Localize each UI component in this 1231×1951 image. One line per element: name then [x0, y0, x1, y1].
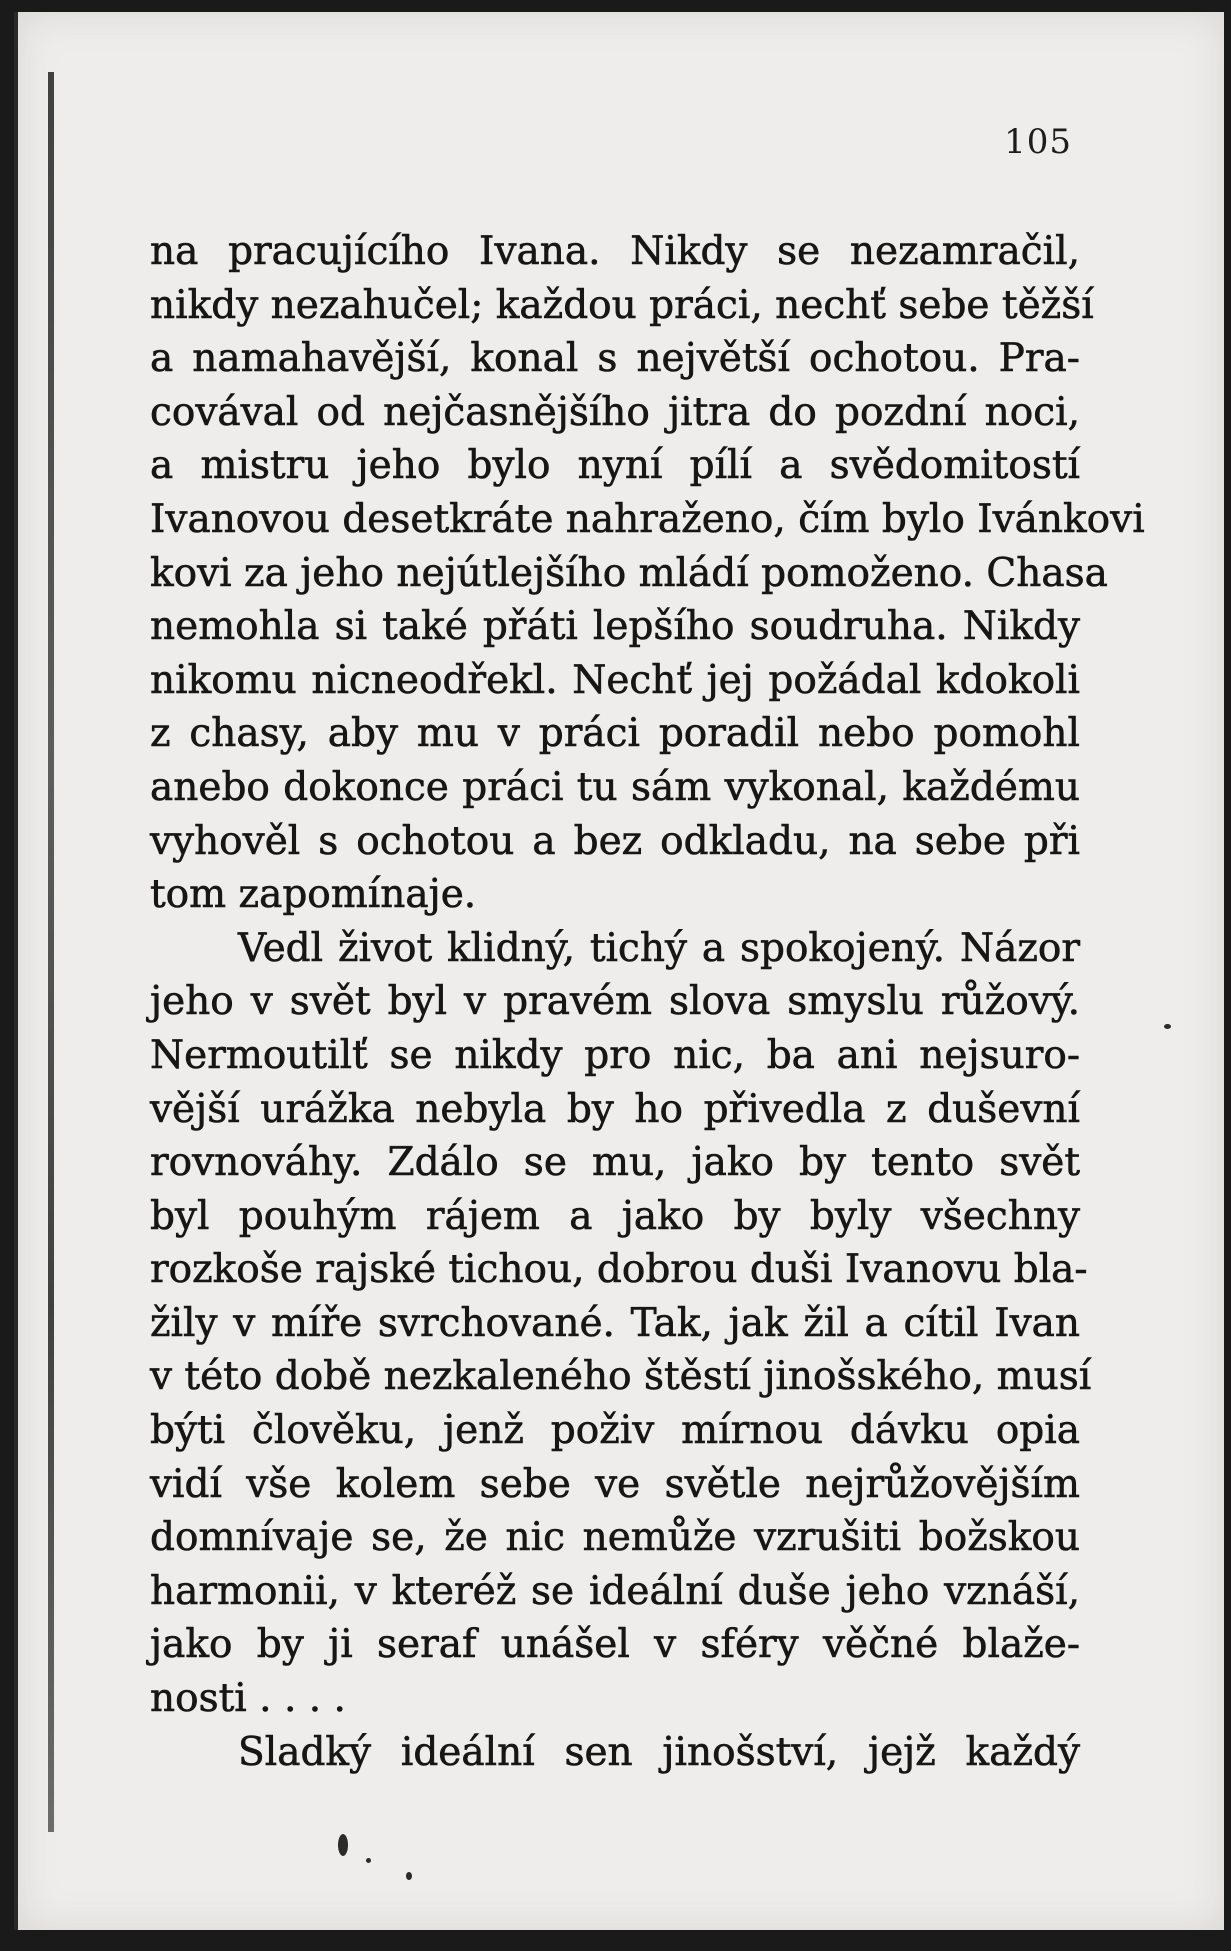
text-line: covával od nejčasnějšího jitra do pozdní noci,	[150, 389, 1080, 435]
text-line: rozkoše rajské tichou, dobrou duši Ivanovu bla-	[150, 1247, 1088, 1293]
book-page	[14, 12, 1224, 1930]
body-text	[150, 225, 1145, 1779]
text-line: Sladký ideální sen jinošství, jejž každý	[238, 1729, 1080, 1775]
ink-speck	[1164, 1024, 1171, 1029]
text-line: býti člověku, jenž poživ mírnou dávku opia	[150, 1408, 1080, 1454]
ink-speck	[366, 1858, 371, 1863]
page-number: 105	[1004, 122, 1072, 162]
text-line: na pracujícího Ivana. Nikdy se nezamračil,	[150, 229, 1080, 274]
text-line: rovnováhy. Zdálo se mu, jako by tento svět	[150, 1140, 1080, 1186]
text-line: kovi za jeho nejútlejšího mládí pomoženo. Chasa	[150, 550, 1108, 596]
text-line: byl pouhým rájem a jako by byly všechny	[150, 1193, 1080, 1239]
text-line: žily v míře svrchované. Tak, jak žil a cítil Ivan	[150, 1300, 1080, 1346]
text-line: a namahavější, konal s největší ochotou. Pra-	[150, 336, 1080, 382]
text-line: vější urážka nebyla by ho přivedla z duševní	[150, 1086, 1080, 1132]
text-line: a mistru jeho bylo nyní pílí a svědomitostí	[150, 443, 1080, 489]
page-spine-edge	[48, 72, 54, 1832]
text-line: Ivanovou desetkráte nahraženo, čím bylo Ivánkovi	[150, 496, 1145, 542]
text-line: nikomu nicneodřekl. Nechť jej požádal kdokoli	[150, 657, 1080, 703]
text-line: domnívaje se, že nic nemůže vzrušiti božskou	[150, 1515, 1080, 1561]
text-line: z chasy, aby mu v práci poradil nebo pomohl	[150, 711, 1080, 757]
text-line: nemohla si také přáti lepšího soudruha. Nikdy	[150, 604, 1080, 650]
ink-speck	[338, 1834, 348, 1856]
text-line: Nermoutilť se nikdy pro nic, ba ani nejsuro-	[150, 1032, 1080, 1078]
text-line: anebo dokonce práci tu sám vykonal, každému	[150, 764, 1080, 810]
text-line: nosti . . . .	[150, 1676, 346, 1722]
text-line: vyhověl s ochotou a bez odkladu, na sebe při	[150, 818, 1080, 864]
text-line: harmonii, v kteréž se ideální duše jeho vznáší,	[150, 1568, 1080, 1614]
text-line: vidí vše kolem sebe ve světle nejrůžovějším	[150, 1461, 1080, 1507]
text-line: jako by ji seraf unášel v sféry věčné blaže-	[150, 1622, 1080, 1668]
text-line: jeho v svět byl v pravém slova smyslu růžový.	[150, 979, 1080, 1025]
text-line: tom zapomínaje.	[150, 872, 477, 918]
text-line: Vedl život klidný, tichý a spokojený. Názor	[238, 925, 1080, 971]
text-line: v této době nezkaleného štěstí jinošského, musí	[150, 1354, 1092, 1400]
ink-speck	[406, 1872, 412, 1880]
text-line: nikdy nezahučel; každou práci, nechť sebe těžší	[150, 282, 1094, 328]
